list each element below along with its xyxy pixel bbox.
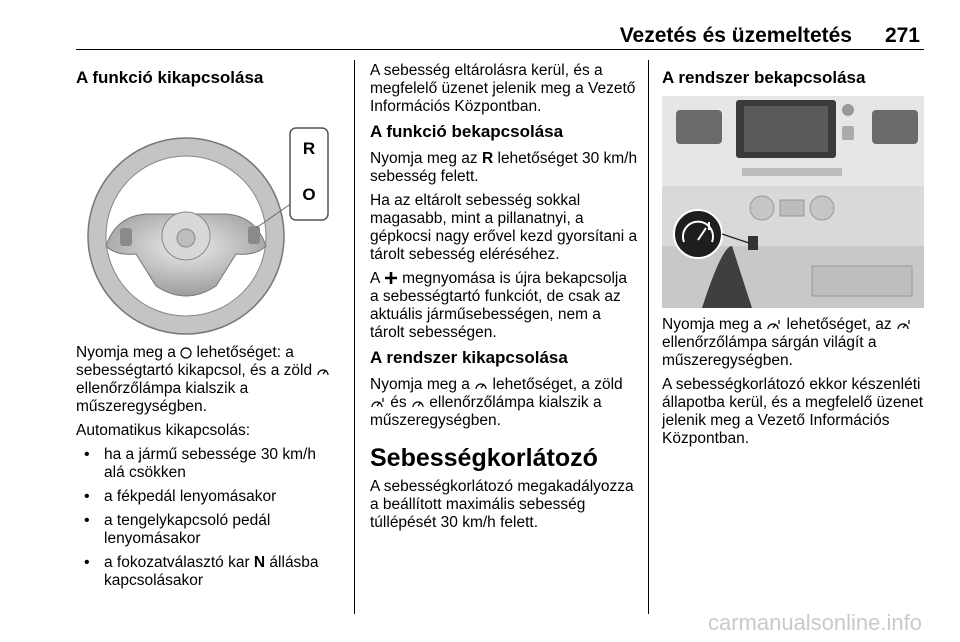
heading-speed-limiter: Sebességkorlátozó xyxy=(370,444,598,472)
plus-icon xyxy=(384,271,398,285)
figure-label-o: O xyxy=(302,185,316,204)
page-header xyxy=(0,0,960,50)
paragraph-acceleration: Ha az eltárolt sebesség sokkal magasabb, mint a pillanatnyi, a gépkocsi nagy erővel kezd gyorsítani a tárolt sebesség eléréséhez. xyxy=(370,192,638,263)
dashboard-image xyxy=(662,96,924,308)
list-item: • a tengelykapcsoló pedál lenyomásakor xyxy=(76,512,338,548)
section-title: Vezetés és üzemeltetés xyxy=(619,24,852,47)
column-3 xyxy=(662,62,924,454)
paragraph-press-r: Nyomja meg az R lehetőséget 30 km/h sebesség felett. xyxy=(370,150,638,185)
column-2 xyxy=(370,62,638,538)
circle-off-icon xyxy=(180,347,192,359)
paragraph-system-off: Nyomja meg a lehetőséget, a zöld és ellenőrzőlámpa kialszik a műszeregységben. xyxy=(370,376,623,429)
limiter-icon xyxy=(766,319,782,331)
list-item: • a fékpedál lenyomásakor xyxy=(76,488,338,506)
paragraph-standby: A sebességkorlátozó ekkor készenléti állapotba kerül, és a megfelelő üzenet jelenik meg a Vezető Információs Központban. xyxy=(662,376,924,447)
paragraph-press-limiter: Nyomja meg a lehetőséget, az ellenőrzőlámpa sárgán világít a műszeregységben. xyxy=(662,316,924,370)
speedometer-icon xyxy=(316,365,330,377)
heading-function-on: A funkció bekapcsolása xyxy=(370,122,564,141)
figure-label-r: R xyxy=(302,139,316,158)
heading-system-on: A rendszer bekapcsolása xyxy=(662,68,866,87)
limiter-icon xyxy=(896,319,912,331)
steering-wheel-icon xyxy=(76,96,338,336)
heading-system-off: A rendszer kikapcsolása xyxy=(370,348,568,367)
column-1 xyxy=(76,62,338,596)
header-rule xyxy=(76,49,924,50)
speedometer-icon xyxy=(411,397,425,409)
column-divider-1 xyxy=(354,60,355,614)
paragraph-press-off: Nyomja meg a lehetőséget: a sebességtartó kikapcsol, és a zöld ellenőrzőlámpa kialszik a műszeregységben. xyxy=(76,344,338,416)
heading-function-off: A funkció kikapcsolása xyxy=(76,68,264,87)
list-item: • ha a jármű sebessége 30 km/h alá csökken xyxy=(76,446,338,482)
steering-wheel-figure xyxy=(76,96,338,336)
limiter-icon xyxy=(370,397,386,409)
page-number: 271 xyxy=(884,24,920,47)
dashboard-photo xyxy=(662,96,924,308)
paragraph-speed-stored: A sebesség eltárolásra kerül, és a megfelelő üzenet jelenik meg a Vezető Információs Központban. xyxy=(370,62,636,115)
column-divider-2 xyxy=(648,60,649,614)
auto-off-list xyxy=(76,446,338,590)
speedometer-icon xyxy=(474,379,488,391)
paragraph-limiter: A sebességkorlátozó megakadályozza a beállított maximális sebesség túllépését 30 km/h felett. xyxy=(370,478,634,531)
paragraph-plus: A megnyomása is újra bekapcsolja a sebességtartó funkciót, de csak az aktuális járműsebességen, nem a tárolt sebességen. xyxy=(370,270,627,341)
watermark: carmanualsonline.info xyxy=(707,610,922,635)
auto-off-label: Automatikus kikapcsolás: xyxy=(76,422,251,439)
list-item: • a fokozatválasztó kar N állásba kapcsolásakor xyxy=(76,554,338,590)
